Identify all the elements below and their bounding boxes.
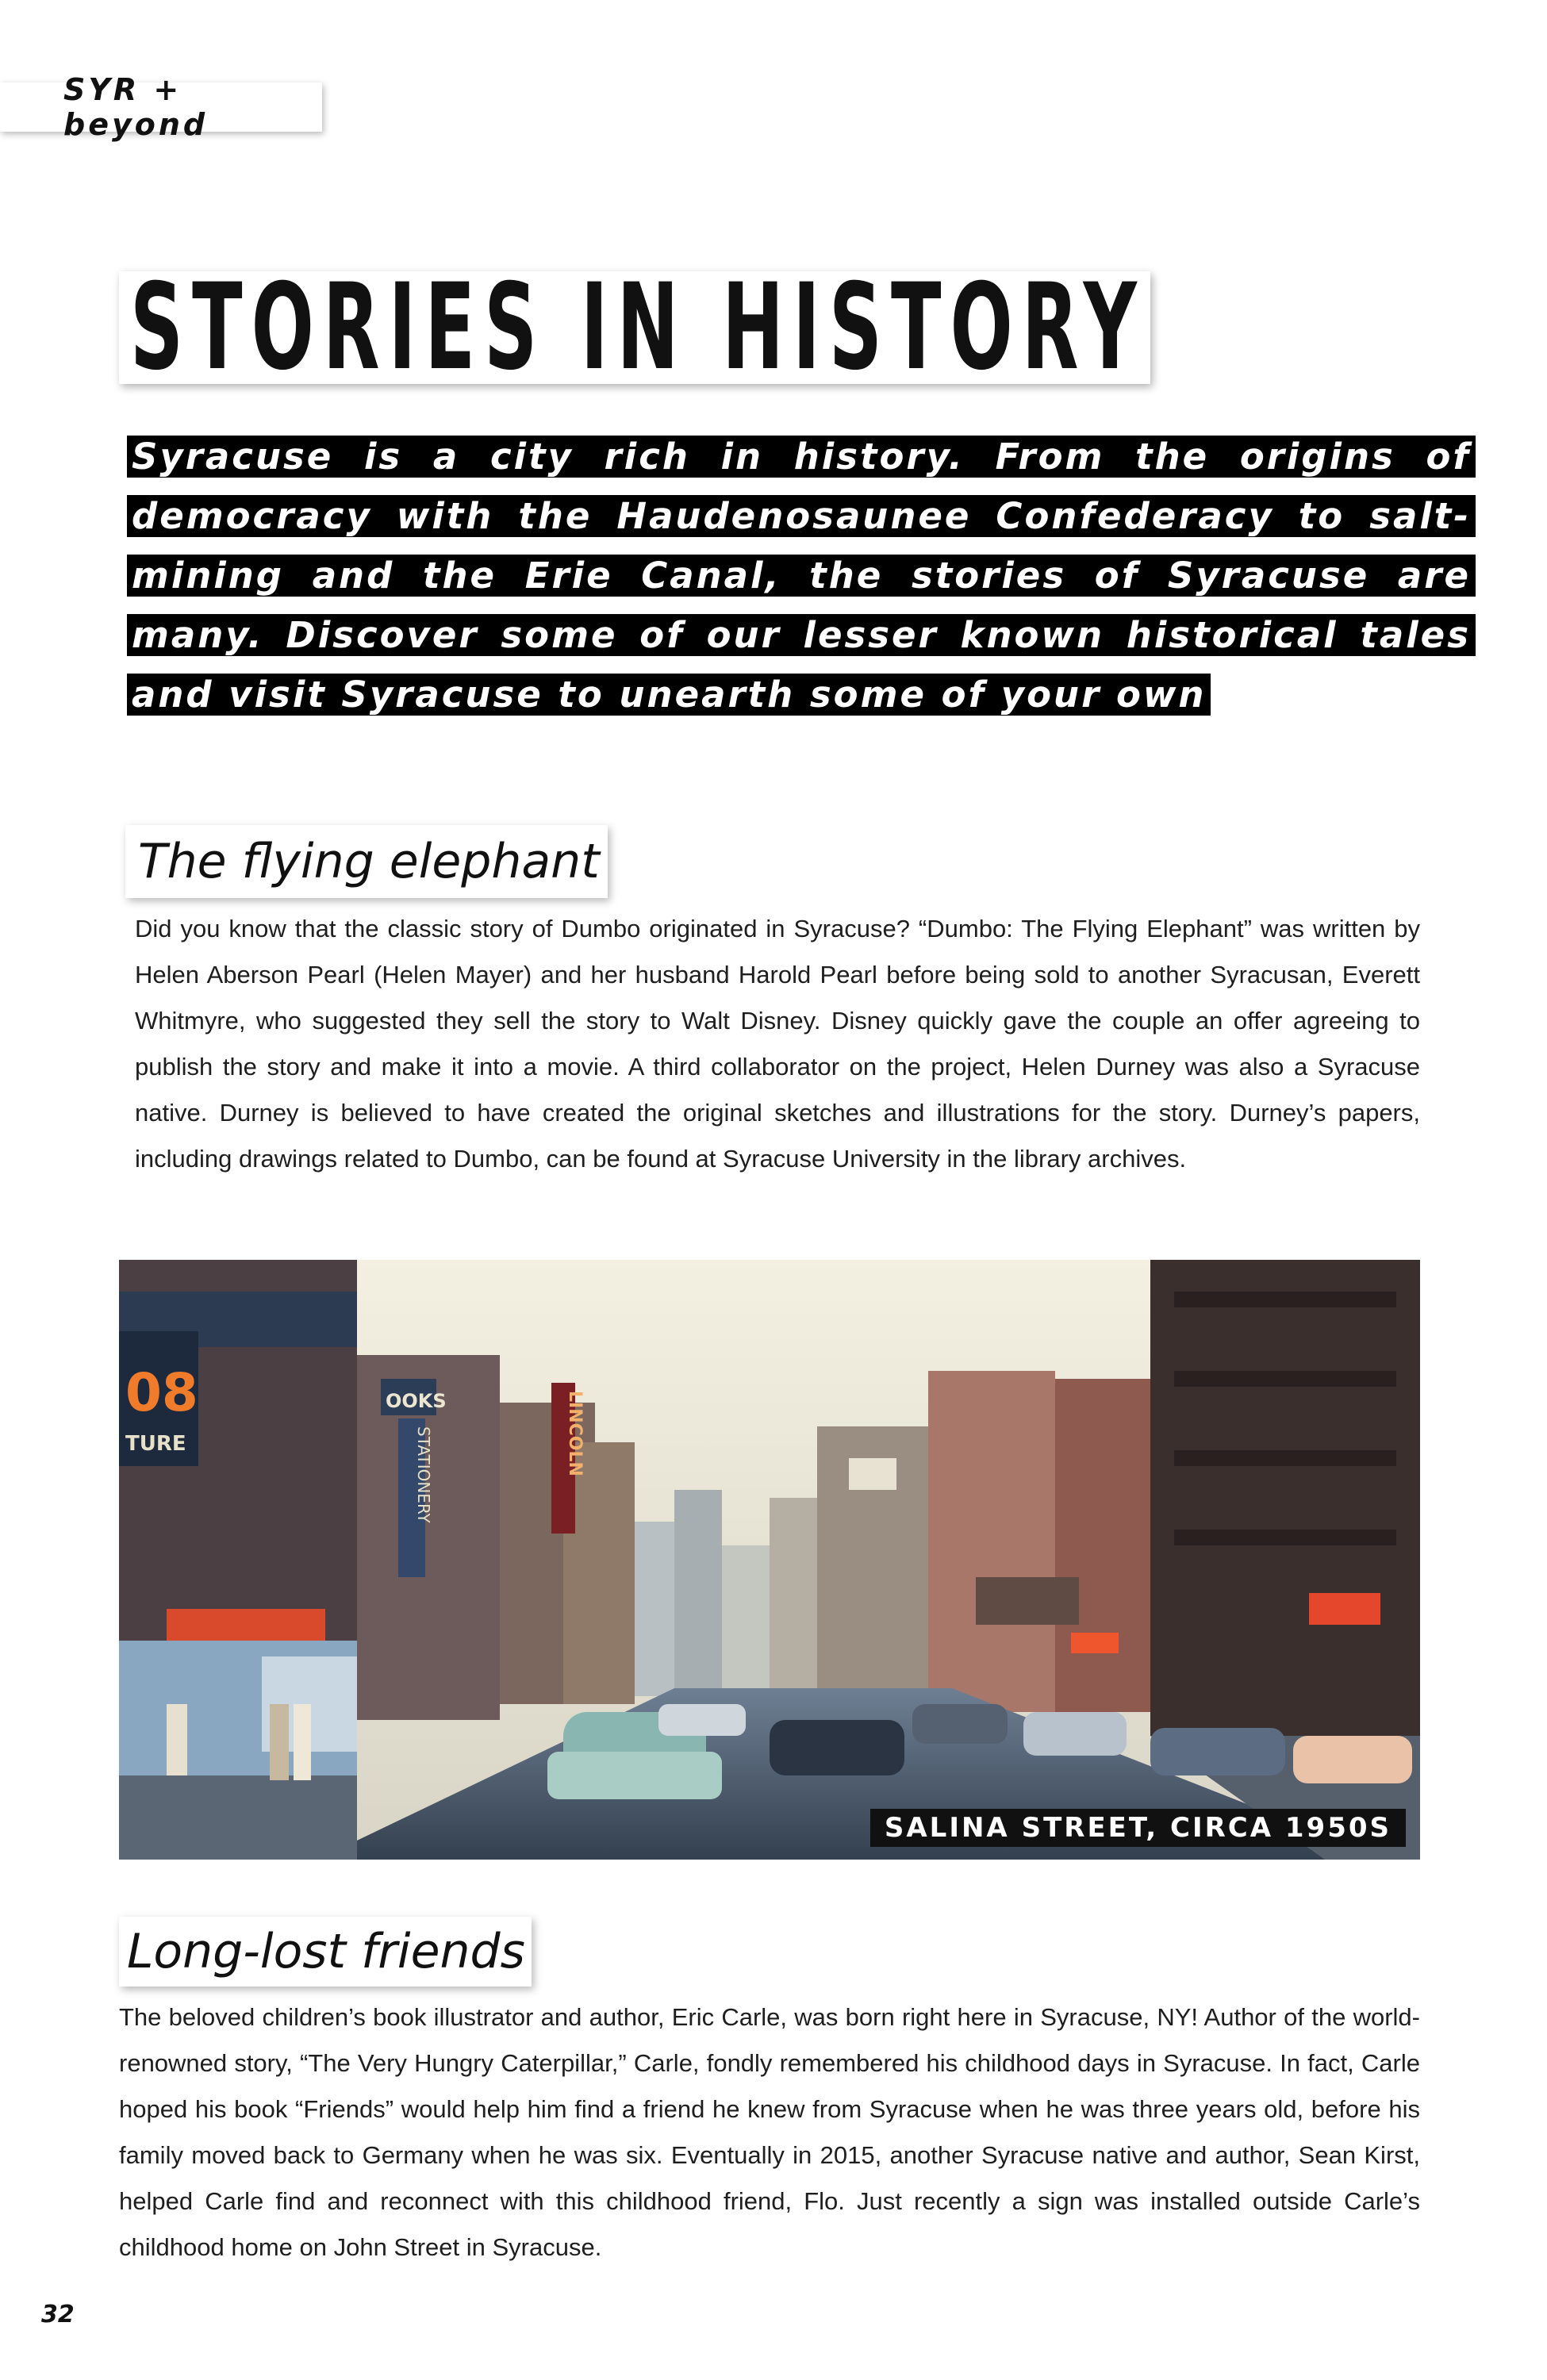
photo-sign-stationery: STATIONERY	[414, 1426, 433, 1523]
section-body-flying-elephant: Did you know that the classic story of Dumbo originated in Syracuse? “Dumbo: The Flying Elephant” was written by Helen Aberson Pearl (Helen Mayer) and her husband Harold Pearl before being sold to another Syracusan, Everett Whitmyre, who suggested they sell the story to Walt Disney. Disney quickly gave the couple an offer agreeing to publish the story and make it into a movie. A third collaborator on the project, Helen Durney was also a Syracuse native. Durney is believed to have created the original sketches and illustrations for the story. Durney’s papers, including drawings related to Dumbo, can be found at Syracuse University in the library archives.	[135, 915, 1420, 1173]
photo-sign-left-sub: TURE	[125, 1432, 186, 1456]
section-tag: SYR + beyond	[0, 83, 322, 132]
page-title	[119, 271, 1150, 384]
salina-street-photo	[119, 1260, 1420, 1860]
photo-sign-left: 08	[125, 1362, 198, 1423]
section-body-long-lost-friends: The beloved children’s book illustrator and author, Eric Carle, was born right here in Syracuse, NY! Author of the world-renowned story, “The Very Hungry Caterpillar,” Carle, fondly remembered his childhood days in Syracuse. In fact, Carle hoped his book “Friends” would help him find a friend he knew from Syracuse when he was three years old, before his family moved back to Germany when he was six. Eventually in 2015, another Syracuse native and author, Sean Kirst, helped Carle find and reconnect with this childhood friend, Flo. Just recently a sign was installed outside Carle’s childhood home on John Street in Syracuse.	[119, 2003, 1420, 2261]
section-heading-flying-elephant: The flying elephant	[125, 825, 608, 898]
page-number: 32	[41, 2301, 75, 2328]
photo-caption: SALINA STREET, CIRCA 1950S	[870, 1809, 1406, 1847]
section-heading-long-lost-friends: Long-lost friends	[119, 1917, 532, 1987]
intro-paragraph	[127, 427, 1476, 724]
photo-sign-lincoln: LINCOLN	[565, 1391, 585, 1476]
intro-text: Syracuse is a city rich in history. From the origins of democracy with the Haudenosaunee Confederacy to salt-mining and the Erie Canal, the stories of Syracuse are many. Discover some of our lesser known historical tales and visit Syracuse to unearth some of your own	[127, 436, 1476, 716]
page-title-text: STORIES IN HISTORY	[130, 271, 1146, 384]
photo-sign-books: OOKS	[386, 1390, 447, 1412]
street-scene-illustration	[119, 1260, 1420, 1860]
